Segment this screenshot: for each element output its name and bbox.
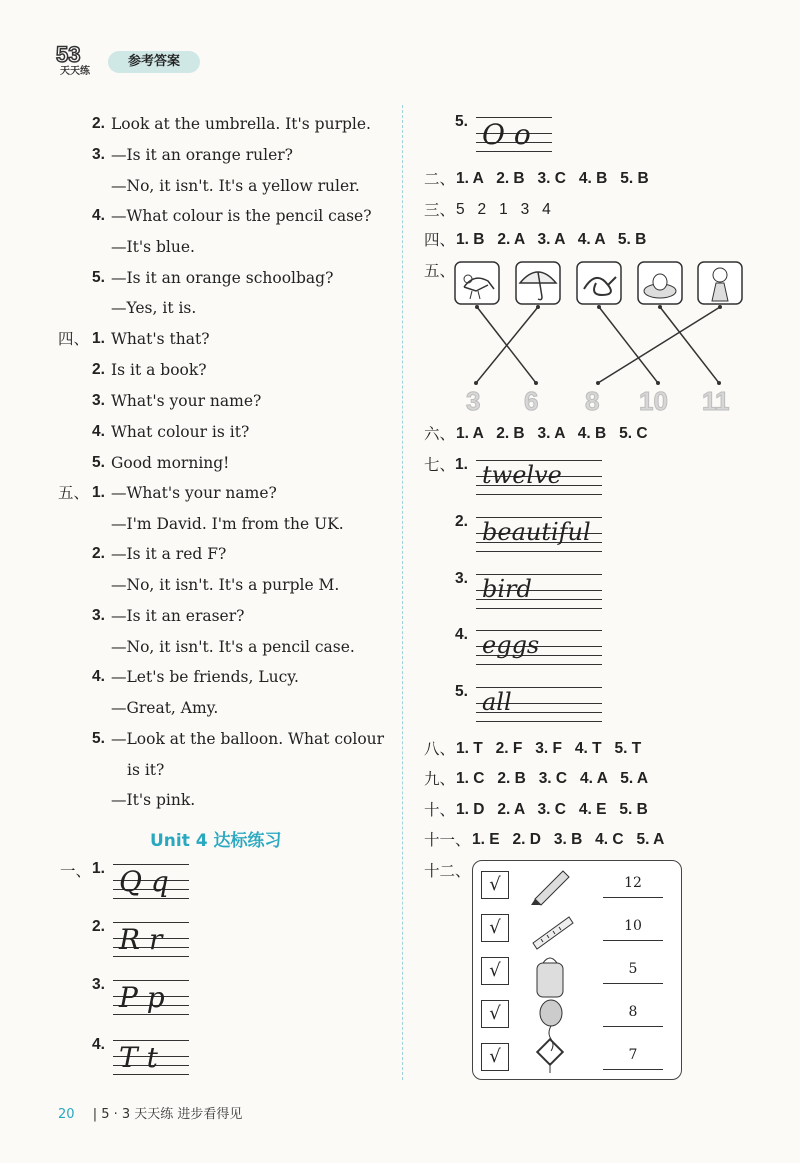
answer-line <box>603 1069 663 1070</box>
item-number: 4. <box>455 626 468 643</box>
item-number: 2. <box>455 513 468 530</box>
footer-text: | 5 · 3 天天练 进步看得见 <box>92 1107 243 1122</box>
answer-text: 1. C 2. B 3. C 4. A 5. A <box>456 770 649 787</box>
handwritten-answer: P p <box>119 981 165 1014</box>
ruled-line <box>476 721 602 722</box>
item-number: 1. <box>92 860 105 877</box>
match-number: 8 <box>585 386 600 416</box>
answer-line <box>603 940 663 941</box>
handwritten-answer: beautiful <box>482 518 591 546</box>
match-label: 五、 <box>424 262 456 280</box>
ruled-line <box>476 494 602 495</box>
ruled-line <box>113 898 189 899</box>
handwritten-answer: Q q <box>119 865 169 898</box>
handwriting-lines <box>113 1038 189 1080</box>
item-number: 5. <box>455 683 468 700</box>
ruler-icon <box>533 917 573 949</box>
item-number: 3. <box>92 976 105 993</box>
answer-text: —Let's be friends, Lucy. <box>111 668 299 686</box>
handwritten-answer: bird <box>482 575 532 603</box>
item-number: 2. <box>92 545 105 562</box>
answer-text: Is it a book? <box>111 361 207 379</box>
answer-text: —It's blue. <box>111 238 195 256</box>
answer-text: —Look at the balloon. What colour <box>111 730 385 748</box>
svg-text:53: 53 <box>56 42 81 67</box>
umbrella-picture <box>516 262 560 304</box>
ruled-line <box>113 1014 189 1015</box>
item-number: 2. <box>92 115 105 132</box>
answer-text: —It's pink. <box>111 791 196 809</box>
question-label: 二、 <box>424 170 456 188</box>
chinese-knot-icon <box>537 1039 562 1073</box>
item-number: 3. <box>455 570 468 587</box>
answer-text: Look at the umbrella. It's purple. <box>111 115 371 133</box>
handwritten-answer: R r <box>119 923 163 956</box>
answer-text: What's that? <box>111 330 210 348</box>
question-label: 十一、 <box>424 831 471 849</box>
ruled-line <box>476 551 602 552</box>
item-number: 4. <box>92 423 105 440</box>
answer-text: 1. A 2. B 3. C 4. B 5. B <box>456 170 649 187</box>
question-label: 七、 <box>424 456 456 474</box>
answer-key-badge: 参考答案 <box>108 51 200 73</box>
answer-text: —Is it an orange schoolbag? <box>111 269 334 287</box>
check-box: √ <box>481 957 509 985</box>
match-number: 3 <box>466 386 481 416</box>
answer-text: 1. A 2. B 3. A 4. B 5. C <box>456 425 648 442</box>
answer-text: 1. T 2. F 3. F 4. T 5. T <box>456 740 642 757</box>
ruled-line <box>476 608 602 609</box>
girl-picture <box>698 262 742 304</box>
page-footer <box>58 1103 242 1122</box>
ruled-line <box>476 664 602 665</box>
item-number: 2. <box>92 918 105 935</box>
match-number: 10 <box>639 386 668 416</box>
item-number: 2. <box>92 361 105 378</box>
q12-label: 十二、 <box>424 862 471 880</box>
answer-text: —What colour is the pencil case? <box>111 207 372 225</box>
answer-text: —Is it an eraser? <box>111 607 245 625</box>
table-value: 7 <box>628 1047 638 1063</box>
handwriting-lines <box>476 572 602 614</box>
handwriting-lines <box>113 978 189 1020</box>
handwriting-lines <box>113 862 189 904</box>
answer-text: —No, it isn't. It's a purple M. <box>111 576 340 594</box>
check-box: √ <box>481 914 509 942</box>
answer-text: is it? <box>127 761 165 779</box>
page-number: 20 <box>58 1107 75 1122</box>
answer-text: 1. B 2. A 3. A 4. A 5. B <box>456 231 647 248</box>
ruled-line <box>113 956 189 957</box>
ruled-line <box>113 1074 189 1075</box>
check-box: √ <box>481 1043 509 1071</box>
question-label: 十、 <box>424 801 456 819</box>
handwritten-answer: all <box>482 688 512 716</box>
column-divider <box>402 105 403 1080</box>
question-label: 九、 <box>424 770 456 788</box>
handwriting-lines <box>113 920 189 962</box>
answer-line <box>603 897 663 898</box>
item-number: 3. <box>92 392 105 409</box>
match-number: 6 <box>524 386 539 416</box>
handwriting-lines <box>476 685 602 727</box>
handwriting-lines <box>476 628 602 670</box>
answer-text: —No, it isn't. It's a yellow ruler. <box>111 177 360 195</box>
table-value: 10 <box>624 918 642 934</box>
item-number: 3. <box>92 607 105 624</box>
handwriting-lines <box>476 515 602 557</box>
q12-table <box>472 860 682 1080</box>
table-value: 8 <box>628 1004 638 1020</box>
item-number: 1. <box>455 456 468 473</box>
pen-icon <box>531 871 569 905</box>
handwriting-lines <box>476 458 602 500</box>
answer-text: What's your name? <box>111 392 262 410</box>
question-label: 四、 <box>58 330 90 348</box>
table-value: 5 <box>628 961 638 977</box>
answer-text: 5 2 1 3 4 <box>456 201 551 218</box>
table-value: 12 <box>624 875 642 891</box>
item-number: 5. <box>92 454 105 471</box>
answer-text: —Is it an orange ruler? <box>111 146 293 164</box>
handwriting-lines <box>476 115 552 157</box>
logo <box>54 40 102 76</box>
schoolbag-icon <box>537 958 563 997</box>
handwritten-answer: O o <box>482 118 531 151</box>
answer-text: —Great, Amy. <box>111 699 219 717</box>
answer-text: —I'm David. I'm from the UK. <box>111 515 344 533</box>
answer-line <box>603 983 663 984</box>
check-box: √ <box>481 1000 509 1028</box>
answer-text: Good morning! <box>111 454 230 472</box>
eggs-picture <box>638 262 682 304</box>
item-number: 1. <box>92 484 105 501</box>
item-icons <box>529 865 577 1075</box>
answer-text: —No, it isn't. It's a pencil case. <box>111 638 355 656</box>
question-label: 四、 <box>424 231 456 249</box>
item-number: 5. <box>92 269 105 286</box>
answer-text: —Is it a red F? <box>111 545 227 563</box>
handwritten-answer: T t <box>119 1041 158 1074</box>
question-label: 六、 <box>424 425 456 443</box>
match-number: 11 <box>702 386 730 416</box>
item-number: 5. <box>455 113 468 130</box>
question-label: 五、 <box>58 484 90 502</box>
item-number: 5. <box>92 730 105 747</box>
ruled-line <box>476 151 552 152</box>
section1-label: 一、 <box>60 862 92 880</box>
answer-text: —What's your name? <box>111 484 277 502</box>
item-number: 4. <box>92 1036 105 1053</box>
handwritten-answer: twelve <box>482 461 562 489</box>
check-box: √ <box>481 871 509 899</box>
svg-text:天天练: 天天练 <box>60 66 90 76</box>
bird-picture <box>455 262 499 304</box>
section-title: Unit 4 达标练习 <box>150 831 282 851</box>
snake-picture <box>577 262 621 304</box>
answer-text: —Yes, it is. <box>111 299 197 317</box>
question-label: 八、 <box>424 740 456 758</box>
item-number: 1. <box>92 330 105 347</box>
balloon-icon <box>540 1000 562 1051</box>
question-label: 三、 <box>424 201 456 219</box>
item-number: 3. <box>92 146 105 163</box>
item-number: 4. <box>92 668 105 685</box>
answer-line <box>603 1026 663 1027</box>
item-number: 4. <box>92 207 105 224</box>
answer-text: What colour is it? <box>111 423 250 441</box>
answer-text: 1. E 2. D 3. B 4. C 5. A <box>472 831 665 848</box>
handwritten-answer: eggs <box>482 631 540 659</box>
answer-text: 1. D 2. A 3. C 4. E 5. B <box>456 801 648 818</box>
